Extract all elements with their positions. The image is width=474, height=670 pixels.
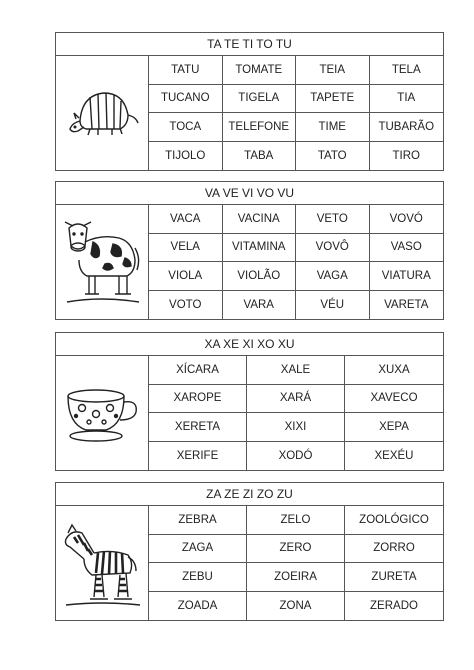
block-header: ZA ZE ZI ZO ZU	[56, 483, 443, 506]
word-cell: VIOLA	[149, 262, 223, 291]
word-cell: TEIA	[296, 56, 370, 85]
word-cell: ZERO	[247, 535, 345, 564]
block-header: TA TE TI TO TU	[56, 33, 443, 56]
word-cell: VOVÔ	[296, 234, 370, 263]
word-cell: VASO	[370, 234, 444, 263]
word-cell: TELA	[370, 56, 444, 85]
word-cell: VELA	[149, 234, 223, 263]
word-cell: XAROPE	[149, 385, 247, 414]
armadillo-drawing	[56, 56, 149, 170]
word-cell: TAPETE	[296, 85, 370, 114]
word-cell: XEXÉU	[374, 449, 414, 462]
word-cell: TOCA	[149, 113, 223, 142]
block-header: XA XE XI XO XU	[56, 333, 443, 356]
word-cell: XODÓ	[247, 442, 345, 471]
syllable-block-ta	[55, 32, 444, 171]
word-cell: TELEFONE	[223, 113, 297, 142]
word-cell: XÍCARA	[149, 356, 247, 385]
word-cell: TIME	[296, 113, 370, 142]
teacup-drawing	[56, 356, 149, 470]
word-cell: VOVÓ	[370, 205, 444, 234]
word-cell: XERIFE	[149, 442, 247, 471]
word-cell: VAGA	[296, 262, 370, 291]
word-cell: VARA	[223, 291, 297, 320]
word-cell: TABA	[223, 142, 297, 171]
syllable-block-za	[55, 482, 444, 621]
word-cell: TIJOLO	[149, 142, 223, 171]
word-cell: ZAGA	[149, 535, 247, 564]
word-cell: ZOEIRA	[247, 563, 345, 592]
word-cell: XIXI	[247, 413, 345, 442]
word-cell: TIGELA	[223, 85, 297, 114]
word-cell: ZURETA	[345, 563, 443, 592]
word-cell: TOMATE	[223, 56, 297, 85]
syllable-block-va	[55, 181, 444, 320]
word-cell: ZOOLÓGICO	[345, 506, 443, 535]
zebra-drawing	[56, 506, 149, 620]
teacup-icon	[62, 378, 142, 448]
word-cell: XAVECO	[345, 385, 443, 414]
word-cell: ZOADA	[149, 592, 247, 621]
word-cell: VÉU	[296, 291, 370, 320]
word-cell: ZERADO	[370, 599, 418, 612]
word-cell: TIRO	[392, 149, 420, 162]
word-cell: VETO	[296, 205, 370, 234]
word-cell: ZORRO	[345, 535, 443, 564]
word-cell: ZEBRA	[149, 506, 247, 535]
word-cell: VIATURA	[370, 262, 444, 291]
word-cell: TATO	[296, 142, 370, 171]
word-cell: XARÁ	[247, 385, 345, 414]
zebra-icon	[62, 513, 142, 613]
word-cell: VACINA	[223, 205, 297, 234]
word-cell: TATU	[149, 56, 223, 85]
word-cell: VACA	[149, 205, 223, 234]
word-cell: XUXA	[345, 356, 443, 385]
word-cell: TIA	[370, 85, 444, 114]
word-cell: TUCANO	[149, 85, 223, 114]
word-cell: XERETA	[149, 413, 247, 442]
word-cell: TUBARÃO	[370, 113, 444, 142]
cow-drawing	[56, 205, 149, 319]
word-cell: XALE	[247, 356, 345, 385]
word-cell: VITAMINA	[223, 234, 297, 263]
word-cell: ZONA	[247, 592, 345, 621]
word-cell: ZEBU	[149, 563, 247, 592]
word-cell: VARETA	[384, 298, 429, 311]
syllable-block-xa	[55, 332, 444, 471]
word-cell: VOTO	[149, 291, 223, 320]
word-cell: ZELO	[247, 506, 345, 535]
word-cell: VIOLÃO	[223, 262, 297, 291]
cow-icon	[61, 212, 143, 312]
block-header: VA VE VI VO VU	[56, 182, 443, 205]
word-cell: XEPA	[345, 413, 443, 442]
armadillo-icon	[62, 73, 142, 153]
